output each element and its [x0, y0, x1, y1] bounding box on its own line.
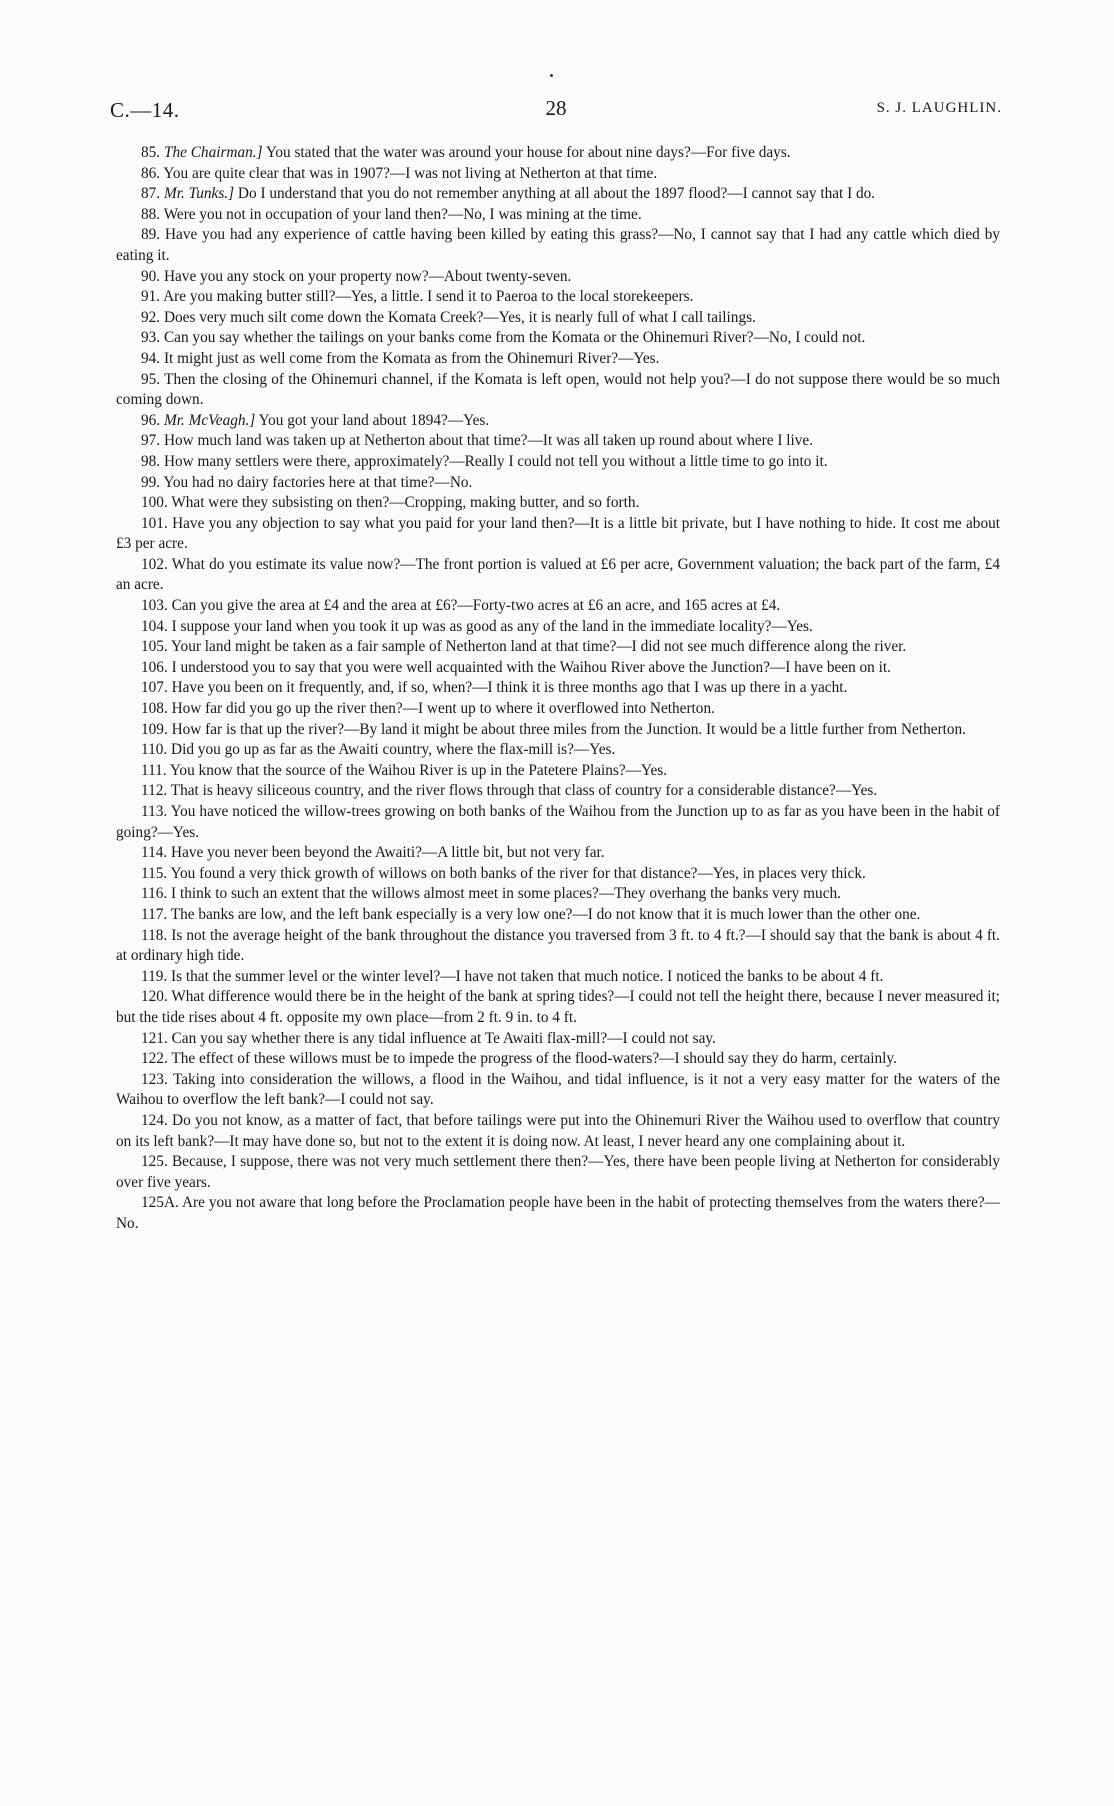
- question-answer-text: Your land might be taken as a fair sample of Netherton land at that time?—I did not see much difference along the river.: [171, 638, 907, 656]
- question-answer-text: How much land was taken up at Netherton about that time?—It was all taken up round about where I live.: [163, 432, 814, 450]
- question-paragraph: [116, 164, 1000, 185]
- question-answer-text: Did you go up as far as the Awaiti country, where the flax-mill is?—Yes.: [171, 741, 616, 759]
- question-answer-text: Then the closing of the Ohinemuri channel, if the Komata is left open, would not help you?—I do not suppose there would be so much coming down.: [116, 370, 1000, 409]
- question-answer-text: Can you say whether the tailings on your banks come from the Komata or the Ohinemuri River?—No, I could not.: [163, 329, 866, 347]
- question-number: 104.: [141, 617, 168, 635]
- question-paragraph: [116, 843, 1000, 864]
- question-paragraph: [116, 781, 1000, 802]
- question-paragraph: [116, 1193, 1000, 1234]
- question-number: 123.: [141, 1070, 168, 1088]
- question-paragraph: [116, 308, 1000, 329]
- question-answer-text: Have you any objection to say what you paid for your land then?—It is a little bit private, but I have nothing to hide. It cost me about £3 per acre.: [116, 514, 1000, 553]
- question-paragraph: [116, 184, 1000, 205]
- question-number: 115.: [141, 864, 168, 882]
- question-number: 110.: [141, 741, 168, 759]
- question-paragraph: [116, 225, 1000, 266]
- question-number: 122.: [141, 1050, 168, 1068]
- question-answer-text: The effect of these willows must be to impede the progress of the flood-waters?—I should say they do harm, certainly.: [171, 1050, 897, 1068]
- question-number: 111.: [141, 761, 167, 779]
- question-paragraph: [116, 1049, 1000, 1070]
- question-paragraph: [116, 287, 1000, 308]
- witness-name: S. J. LAUGHLIN.: [876, 100, 1002, 116]
- question-number: 85.: [141, 144, 161, 161]
- question-answer-text: Is that the summer level or the winter level?—I have not taken that much notice. I noticed the banks to be about 4 ft.: [171, 967, 884, 985]
- question-paragraph: [116, 205, 1000, 226]
- speaker-label: Mr. Tunks.]: [163, 185, 235, 203]
- question-number: 107.: [141, 679, 168, 697]
- question-paragraph: [116, 473, 1000, 494]
- question-answer-text: What were they subsisting on then?—Cropping, making butter, and so forth.: [171, 494, 640, 512]
- question-number: 100.: [141, 494, 168, 512]
- question-paragraph: [116, 452, 1000, 473]
- question-number: 112.: [141, 782, 168, 800]
- question-paragraph: [116, 617, 1000, 638]
- question-answer-text: You had no dairy factories here at that time?—No.: [163, 473, 473, 491]
- question-paragraph: [116, 555, 1000, 596]
- question-number: 125.: [141, 1153, 168, 1171]
- question-answer-text: I think to such an extent that the willows almost meet in some places?—They overhang the banks very much.: [171, 885, 841, 903]
- question-answer-text: You have noticed the willow-trees growing on both banks of the Waihou from the Junction up to as far as you have been in the habit of going?—Yes.: [116, 803, 1000, 841]
- document-reference: C.—14.: [110, 98, 180, 122]
- question-paragraph: [116, 1152, 1000, 1193]
- question-paragraph: [116, 514, 1000, 555]
- question-number: 105.: [141, 638, 168, 656]
- question-answer-text: Were you not in occupation of your land then?—No, I was mining at the time.: [163, 205, 642, 223]
- question-answer-text: That is heavy siliceous country, and the river flows through that class of country for a considerable distance?—Yes.: [170, 782, 878, 800]
- question-answer-text: You know that the source of the Waihou River is up in the Patetere Plains?—Yes.: [169, 761, 668, 779]
- question-number: 98.: [141, 452, 161, 470]
- speaker-label: The Chairman.]: [163, 144, 263, 161]
- question-answer-text: Are you not aware that long before the Proclamation people have been in the habit of protecting themselves from the waters there?—No.: [116, 1194, 1000, 1232]
- question-paragraph: [116, 1111, 1000, 1152]
- question-answer-text: Because, I suppose, there was not very much settlement there then?—Yes, there have been people living at Netherton for considerably over five years.: [116, 1153, 1000, 1191]
- page-header: [110, 94, 1002, 128]
- question-answer-text: How many settlers were there, approximately?—Really I could not tell you without a little time to go into it.: [163, 452, 828, 470]
- question-number: 120.: [141, 988, 168, 1006]
- question-number: 121.: [141, 1029, 168, 1047]
- question-number: 97.: [141, 432, 161, 450]
- question-answer-text: What do you estimate its value now?—The front portion is valued at £6 per acre, Government valuation; the back part of the farm, £4 an acre.: [116, 555, 1000, 594]
- question-paragraph: [116, 761, 1000, 782]
- question-number: 94.: [141, 349, 161, 367]
- question-number: 102.: [141, 555, 168, 573]
- question-paragraph: [116, 370, 1000, 411]
- question-number: 108.: [141, 700, 168, 718]
- page-speck: [550, 74, 553, 77]
- question-number: 114.: [141, 844, 168, 862]
- speaker-label: Mr. McVeagh.]: [163, 411, 256, 429]
- question-answer-text: Have you been on it frequently, and, if so, when?—I think it is three months ago that I was up there in a yacht.: [171, 679, 848, 697]
- question-paragraph: [116, 926, 1000, 967]
- question-paragraph: [116, 431, 1000, 452]
- question-answer-text: How far did you go up the river then?—I went up to where it overflowed into Netherton.: [171, 700, 715, 718]
- question-answer-text: You are quite clear that was in 1907?—I was not living at Netherton at that time.: [163, 164, 658, 182]
- question-paragraph: [116, 905, 1000, 926]
- question-answer-text: Can you give the area at £4 and the area at £6?—Forty-two acres at £6 an acre, and 165 acres at £4.: [171, 597, 781, 615]
- question-number: 89.: [141, 226, 161, 244]
- question-answer-text: It might just as well come from the Komata as from the Ohinemuri River?—Yes.: [163, 349, 660, 367]
- question-paragraph: [116, 987, 1000, 1028]
- question-number: 86.: [141, 164, 161, 182]
- question-answer-text: Do I understand that you do not remember anything at all about the 1897 flood?—I cannot say that I do.: [237, 185, 876, 203]
- question-answer-text: What difference would there be in the height of the bank at spring tides?—I could not tell the height there, because I never measured it; but the tide rises about 4 ft. opposite my own place—from 2 ft. 9 in. to 4 ft.: [116, 988, 1000, 1026]
- question-paragraph: [116, 349, 1000, 370]
- question-paragraph: [116, 596, 1000, 617]
- question-number: 91.: [141, 288, 161, 306]
- question-answer-text: You got your land about 1894?—Yes.: [258, 411, 490, 429]
- question-paragraph: [116, 967, 1000, 988]
- question-answer-text: I understood you to say that you were well acquainted with the Waihou River above the Junction?—I have been on it.: [171, 658, 891, 676]
- question-answer-text: Can you say whether there is any tidal influence at Te Awaiti flax-mill?—I could not say.: [171, 1029, 716, 1047]
- question-number: 87.: [141, 185, 161, 203]
- question-paragraph: [116, 740, 1000, 761]
- question-number: 99.: [141, 473, 161, 491]
- question-number: 109.: [141, 720, 168, 738]
- question-answer-text: Does very much silt come down the Komata Creek?—Yes, it is nearly full of what I call tailings.: [163, 308, 756, 326]
- question-paragraph: [116, 143, 1000, 164]
- question-number: 103.: [141, 597, 168, 615]
- question-paragraph: [116, 699, 1000, 720]
- question-paragraph: [116, 802, 1000, 843]
- question-answer-text: Are you making butter still?—Yes, a little. I send it to Paeroa to the local storekeepers.: [163, 288, 694, 306]
- question-number: 101.: [141, 514, 168, 532]
- question-number: 116.: [141, 885, 168, 903]
- question-answer-text: The banks are low, and the left bank especially is a very low one?—I do not know that it is much lower than the other one.: [170, 905, 921, 923]
- question-answer-text: How far is that up the river?—By land it might be about three miles from the Junction. It would be a little further from Netherton.: [171, 720, 966, 738]
- question-number: 93.: [141, 329, 161, 347]
- question-number: 90.: [141, 267, 161, 285]
- question-number: 96.: [141, 411, 161, 429]
- question-number: 118.: [141, 926, 168, 944]
- question-number: 88.: [141, 205, 161, 223]
- page-number: 28: [545, 96, 567, 120]
- question-paragraph: [116, 658, 1000, 679]
- question-answer-text: Have you any stock on your property now?—About twenty-seven.: [163, 267, 572, 285]
- question-answer-text: You stated that the water was around your house for about nine days?—For five days.: [265, 144, 791, 161]
- question-paragraph: [116, 864, 1000, 885]
- question-answer-text: Do you not know, as a matter of fact, that before tailings were put into the Ohinemuri River the Waihou used to overflow that country on its left bank?—It may have done so, but not to the extent it is doing now. At least, I never heard any one complaining about it.: [116, 1111, 1000, 1150]
- question-number: 119.: [141, 967, 168, 985]
- question-number: 124.: [141, 1111, 168, 1129]
- question-paragraph: [116, 328, 1000, 349]
- question-number: 92.: [141, 308, 161, 326]
- question-answer-text: You found a very thick growth of willows on both banks of the river for that distance?—Yes, in places very thick.: [170, 864, 866, 882]
- question-paragraph: [116, 678, 1000, 699]
- question-number: 95.: [141, 370, 161, 388]
- question-paragraph: [116, 720, 1000, 741]
- question-number: 106.: [141, 658, 168, 676]
- question-paragraph: [116, 1029, 1000, 1050]
- question-paragraph: [116, 411, 1000, 432]
- testimony-body: [116, 143, 1000, 1234]
- question-number: 125A.: [141, 1194, 179, 1212]
- question-paragraph: [116, 1070, 1000, 1111]
- question-paragraph: [116, 267, 1000, 288]
- question-number: 113.: [141, 803, 168, 820]
- question-answer-text: Taking into consideration the willows, a flood in the Waihou, and tidal influence, is it not a very easy matter for the waters of the Waihou to overflow the left bank?—I could not say.: [116, 1070, 1000, 1109]
- question-number: 117.: [141, 905, 168, 923]
- question-answer-text: Have you never been beyond the Awaiti?—A little bit, but not very far.: [171, 844, 605, 862]
- question-paragraph: [116, 637, 1000, 658]
- question-paragraph: [116, 493, 1000, 514]
- question-answer-text: Is not the average height of the bank throughout the distance you traversed from 3 ft. to 4 ft.?—I should say that the bank is about 4 ft. at ordinary high tide.: [116, 926, 1000, 965]
- question-paragraph: [116, 884, 1000, 905]
- question-answer-text: I suppose your land when you took it up was as good as any of the land in the immediate locality?—Yes.: [171, 617, 813, 635]
- question-answer-text: Have you had any experience of cattle having been killed by eating this grass?—No, I cannot say that I had any cattle which died by eating it.: [116, 226, 1000, 264]
